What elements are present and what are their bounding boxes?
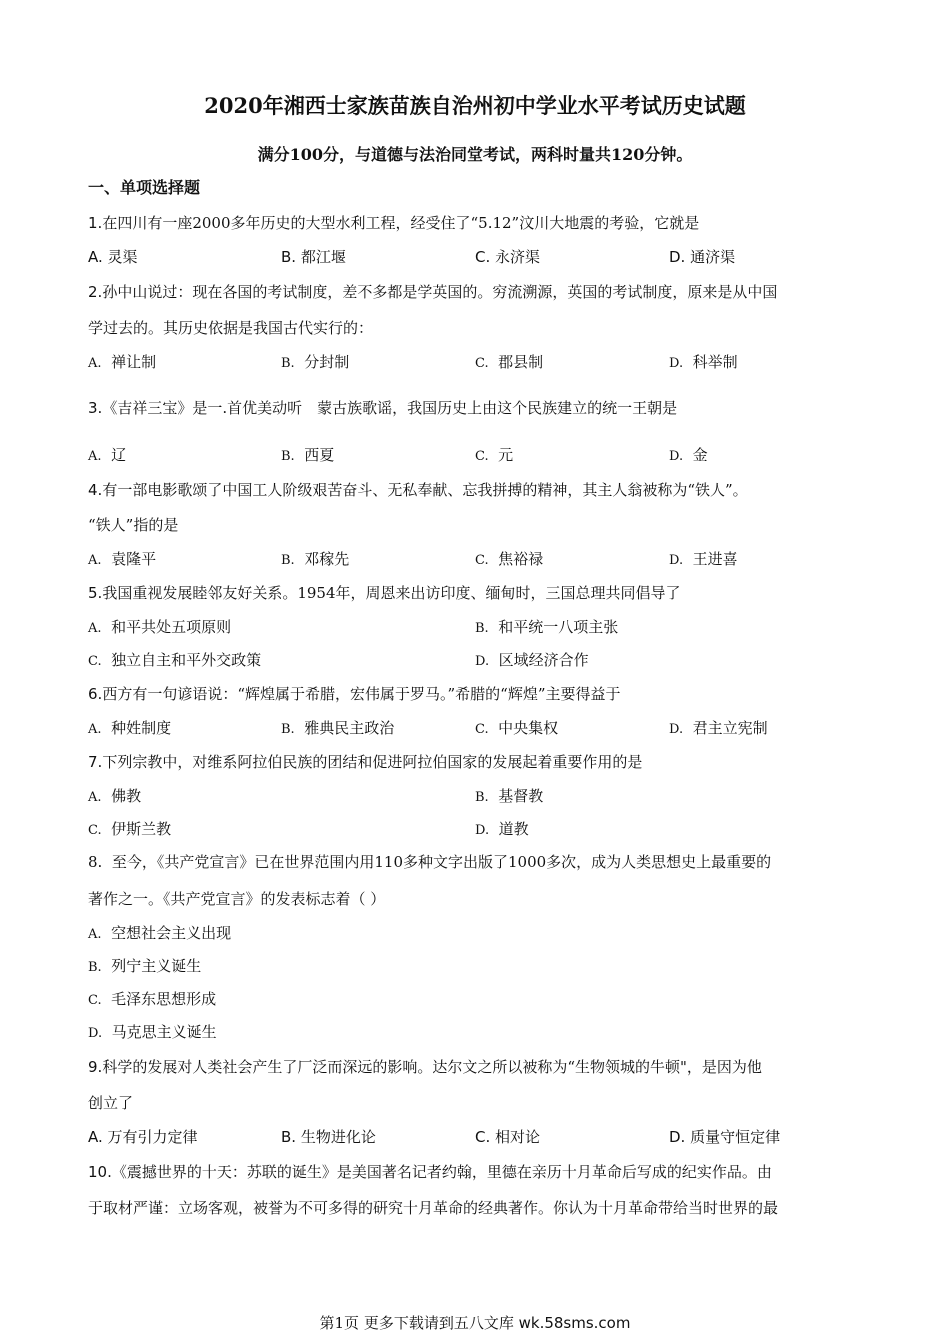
option-7c: C. 伊斯兰教 [88, 820, 172, 838]
question-4-continued: “铁人”指的是 [88, 516, 179, 534]
option-7a: A. 佛教 [88, 787, 142, 805]
option-3d: D. 金 [669, 446, 708, 464]
question-10-continued: 于取材严谨：立场客观，被誉为不可多得的研究十月革命的经典著作。你认为十月革命带给当时世界的最 [88, 1199, 779, 1217]
question-number: 7. [88, 753, 103, 771]
question-8-continued: 著作之一。《共产党宣言》的发表标志着（ ） [88, 890, 386, 908]
option-4d: D. 王进喜 [669, 550, 738, 568]
footer-link[interactable]: wk.58sms.com [518, 1314, 631, 1332]
question-number: 8. [88, 853, 103, 871]
option-6b: B. 雅典民主政治 [281, 719, 395, 737]
question-text: 孙中山说过：现在各国的考试制度，差不多都是学英国的。穷流溯源，英国的考试制度，原来是从中国 [102, 283, 778, 301]
option-6a: A. 种姓制度 [88, 719, 172, 737]
question-number: 3. [88, 399, 103, 417]
question-5 [88, 583, 681, 603]
option-4b: B. 邓稼先 [281, 550, 350, 568]
option-3b: B. 西夏 [281, 446, 335, 464]
question-number: 5. [88, 584, 103, 602]
section-heading: 一、单项选择题 [88, 178, 201, 197]
question-number: 9. [88, 1058, 103, 1076]
option-7d: D. 道教 [475, 820, 529, 838]
question-9-continued: 创立了 [88, 1094, 134, 1112]
option-4a: A. 袁隆平 [88, 550, 157, 568]
option-5d: D. 区域经济合作 [475, 651, 589, 669]
option-8d: D. 马克思主义诞生 [88, 1023, 217, 1041]
question-10 [88, 1162, 772, 1182]
question-text: 有一部电影歌颂了中国工人阶级艰苦奋斗、无私奉献、忘我拼搏的精神，其主人翁被称为“铁人”。 [102, 481, 748, 499]
question-2-continued: 学过去的。其历史依据是我国古代实行的： [88, 319, 374, 337]
page-footer [0, 1313, 950, 1333]
question-number: 6. [88, 685, 103, 703]
option-2c: C. 郡县制 [475, 353, 544, 371]
question-2 [88, 282, 777, 302]
option-9c: C. 相对论 [475, 1128, 541, 1146]
option-6d: D. 君主立宪制 [669, 719, 768, 737]
page-subtitle: 满分100分，与道德与法治同堂考试，两科时量共120分钟。 [257, 145, 693, 164]
option-2d: D. 科举制 [669, 353, 738, 371]
question-text: 下列宗教中，对维系阿拉伯民族的团结和促进阿拉伯国家的发展起着重要作用的是 [102, 753, 643, 771]
option-2a: A. 禅让制 [88, 353, 157, 371]
option-8a: A. 空想社会主义出现 [88, 924, 232, 942]
option-1d: D. 通济渠 [669, 248, 736, 266]
option-1c: C. 永济渠 [475, 248, 541, 266]
question-text: 科学的发展对人类社会产生了厂泛而深远的影响。达尔文之所以被称为“生物领城的牛顿"，是因为他 [102, 1058, 762, 1076]
question-text: 西方有一句谚语说：“辉煌属于希腊，宏伟属于罗马。”希腊的“辉煌”主要得益于 [102, 685, 621, 703]
option-9d: D. 质量守恒定律 [669, 1128, 781, 1146]
question-8 [88, 852, 771, 872]
question-text: 在四川有一座2000多年历史的大型水利工程，经受住了“5.12”汶川大地震的考验，它就是 [102, 214, 700, 232]
option-5c: C. 独立自主和平外交政策 [88, 651, 262, 669]
question-number: 4. [88, 481, 103, 499]
question-text: 至今，《共产党宣言》已在世界范围内用110多种文字出版了1000多次，成为人类思想史上最重要的 [111, 853, 772, 871]
option-5b: B. 和平统一八项主张 [475, 618, 619, 636]
question-4 [88, 480, 748, 500]
option-5a: A. 和平共处五项原则 [88, 618, 232, 636]
question-6 [88, 684, 621, 704]
question-number: 2. [88, 283, 103, 301]
option-9b: B. 生物进化论 [281, 1128, 376, 1146]
option-6c: C. 中央集权 [475, 719, 559, 737]
question-1 [88, 213, 699, 233]
option-8b: B. 列宁主义诞生 [88, 957, 202, 975]
question-text: 《震撼世界的十天：苏联的诞生》是美国著名记者约翰，里德在亲历十月革命后写成的纪实作品。由 [111, 1163, 772, 1181]
option-1a: A. 灵渠 [88, 248, 138, 266]
question-9 [88, 1057, 762, 1077]
question-3 [88, 398, 677, 418]
page-title: 2020年湘西士家族苗族自治州初中学业水平考试历史试题 [204, 93, 746, 118]
question-text: 我国重视发展睦邻友好关系。1954年，周恩来出访印度、缅甸时，三国总理共同倡导了 [102, 584, 681, 602]
option-1b: B. 都江堰 [281, 248, 346, 266]
option-3c: C. 元 [475, 446, 514, 464]
option-4c: C. 焦裕禄 [475, 550, 544, 568]
question-7 [88, 752, 642, 772]
option-3a: A. 辽 [88, 446, 127, 464]
footer-text: 第1页 更多下载请到五八文库 [319, 1314, 519, 1332]
question-number: 1. [88, 214, 103, 232]
option-7b: B. 基督教 [475, 787, 544, 805]
question-number: 10. [88, 1163, 112, 1181]
option-2b: B. 分封制 [281, 353, 350, 371]
option-9a: A. 万有引力定律 [88, 1128, 198, 1146]
question-text: 《吉祥三宝》是一.首优美动听 蒙古族歌谣，我国历史上由这个民族建立的统一王朝是 [102, 399, 678, 417]
option-8c: C. 毛泽东思想形成 [88, 990, 217, 1008]
